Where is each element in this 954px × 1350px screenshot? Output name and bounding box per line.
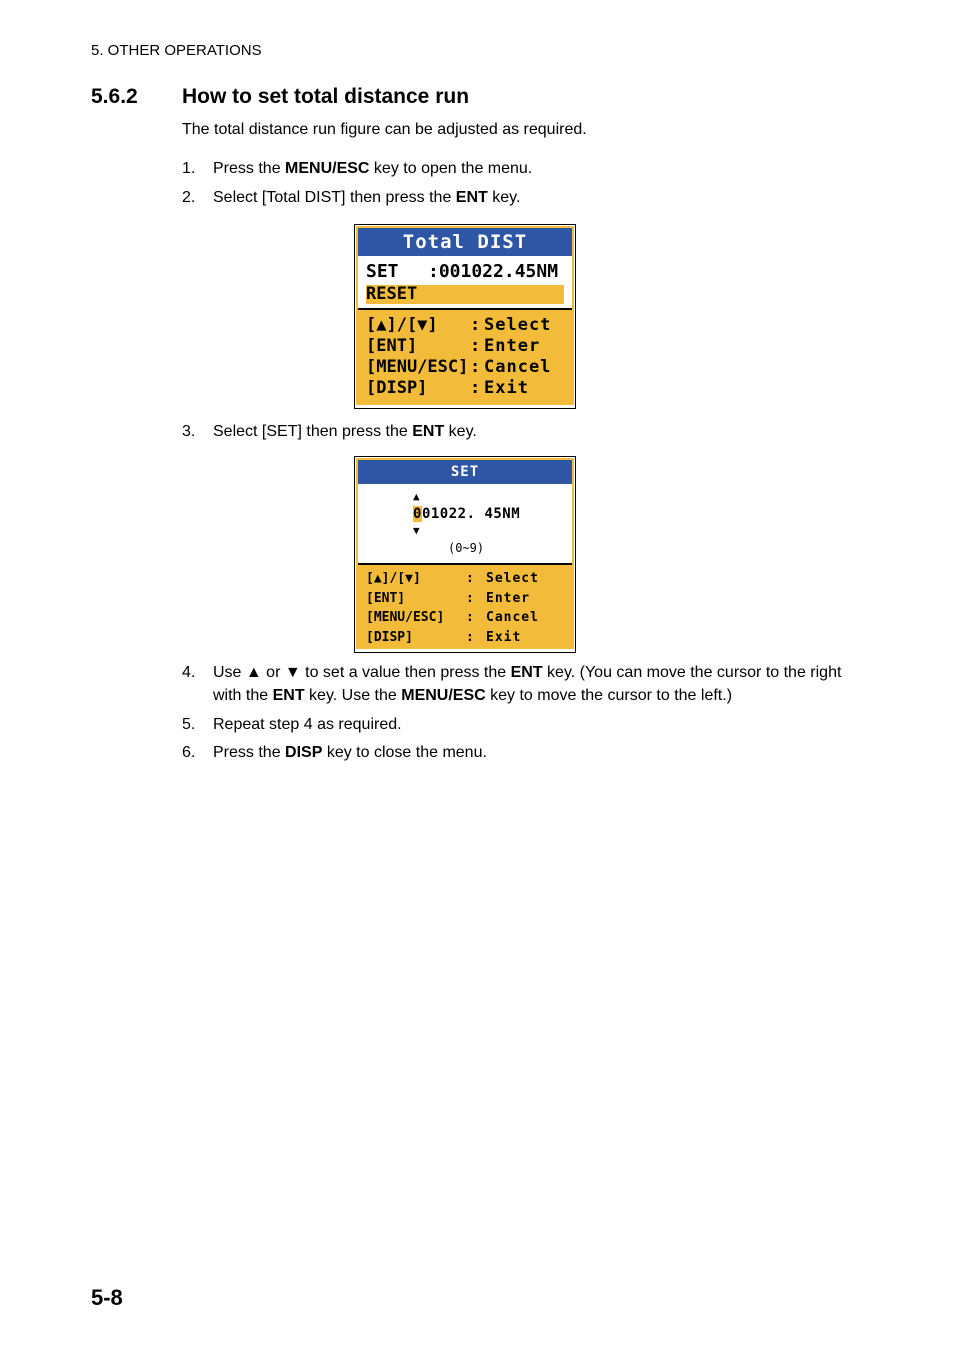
step-text — [213, 420, 862, 443]
distance-value — [413, 506, 520, 522]
key-guide-row — [366, 335, 572, 356]
step-text-part: key to move the cursor to the left.) — [485, 687, 733, 704]
up-arrow-icon: ▲ — [413, 490, 420, 503]
step-text-part: key. — [487, 189, 521, 206]
step-text-part: Press the — [213, 160, 286, 177]
step-number: 1. — [182, 160, 196, 177]
key-guide-row — [366, 628, 572, 648]
key-guide-row — [366, 314, 572, 335]
key-action: Cancel — [484, 356, 552, 377]
step-number: 4. — [182, 664, 196, 681]
key-name-bold: MENU/ESC — [285, 160, 370, 177]
step-text-part: Select [Total DIST] then press the — [213, 189, 456, 206]
key-colon: : — [470, 335, 481, 356]
step-text — [213, 741, 862, 764]
step-item — [182, 713, 862, 736]
step-item — [182, 661, 862, 707]
key-name-bold: MENU/ESC — [401, 687, 486, 704]
key-name-bold: ENT — [455, 189, 488, 206]
step-text-part: key to close the menu. — [322, 744, 487, 761]
key-name: [▲]/[▼] — [366, 571, 421, 587]
key-colon: : — [466, 590, 474, 606]
key-guide-row — [366, 377, 572, 398]
key-name: [MENU/ESC] — [366, 610, 445, 626]
key-name-bold: DISP — [285, 744, 323, 761]
key-colon: : — [470, 356, 481, 377]
lcd-screen-set — [354, 456, 576, 653]
step-text-part: Press the — [213, 744, 286, 761]
key-name: [▲]/[▼] — [366, 314, 438, 335]
step-text-part: Use ▲ or ▼ to set a value then press the — [213, 664, 511, 681]
step-text — [213, 713, 862, 736]
key-colon: : — [466, 629, 474, 645]
key-name: [MENU/ESC] — [366, 356, 469, 377]
key-name: [DISP] — [366, 629, 413, 645]
step-item — [182, 186, 862, 209]
key-colon: : — [466, 610, 474, 626]
key-name-bold: ENT — [510, 664, 543, 681]
key-name: [ENT] — [366, 590, 406, 606]
lcd-menu-body — [358, 256, 572, 308]
section-title: How to set total distance run — [182, 85, 470, 108]
step-text — [213, 186, 862, 209]
key-name: [DISP] — [366, 377, 428, 398]
step-number: 3. — [182, 423, 196, 440]
menu-item-reset: RESET — [366, 285, 564, 304]
step-text-part: key to open the menu. — [369, 160, 533, 177]
key-guide-row — [366, 569, 572, 589]
step-item — [182, 420, 862, 443]
key-colon: : — [466, 571, 474, 587]
step-text-part: key. (You can move the cursor to the right with the — [213, 664, 842, 704]
step-text — [213, 157, 862, 180]
step-text-part: Select [SET] then press the — [213, 423, 413, 440]
key-guide — [358, 563, 572, 647]
lcd-screen-total-dist — [354, 224, 576, 409]
key-colon: : — [470, 377, 481, 398]
lcd-title: Total DIST — [358, 228, 572, 256]
cursor-digit: 0 — [413, 506, 422, 522]
key-guide-row — [366, 608, 572, 628]
key-name-bold: ENT — [272, 687, 305, 704]
lcd-set-body — [358, 484, 572, 563]
value-rest: 01022. 45NM — [421, 506, 521, 522]
running-head: 5. OTHER OPERATIONS — [91, 42, 262, 59]
key-colon: : — [470, 314, 481, 335]
down-arrow-icon: ▼ — [413, 524, 420, 537]
key-action: Select — [484, 314, 552, 335]
key-name: [ENT] — [366, 335, 418, 356]
step-number: 6. — [182, 744, 196, 761]
set-label: SET — [366, 261, 399, 282]
step-item — [182, 157, 862, 180]
key-guide-row — [366, 589, 572, 609]
key-action: Enter — [486, 590, 531, 606]
section-number: 5.6.2 — [91, 85, 138, 108]
page-number: 5-8 — [91, 1285, 123, 1310]
key-action: Exit — [486, 629, 522, 645]
step-item — [182, 741, 862, 764]
step-text-part: key. — [444, 423, 477, 440]
key-name-bold: ENT — [412, 423, 445, 440]
key-action: Enter — [484, 335, 541, 356]
key-action: Exit — [484, 377, 529, 398]
set-value: :001022.45NM — [428, 261, 559, 282]
step-text — [213, 661, 862, 707]
lcd-title: SET — [358, 460, 572, 484]
section-intro: The total distance run figure can be adjusted as required. — [182, 121, 587, 138]
step-number: 2. — [182, 189, 196, 206]
key-guide — [358, 308, 572, 403]
menu-item-set — [366, 261, 558, 282]
value-range: (0~9) — [448, 541, 485, 555]
step-number: 5. — [182, 716, 196, 733]
step-text-part: key. Use the — [304, 687, 402, 704]
key-action: Select — [486, 571, 539, 587]
key-guide-row — [366, 356, 572, 377]
step-text-part: Repeat step 4 as required. — [213, 716, 402, 733]
key-action: Cancel — [486, 610, 539, 626]
